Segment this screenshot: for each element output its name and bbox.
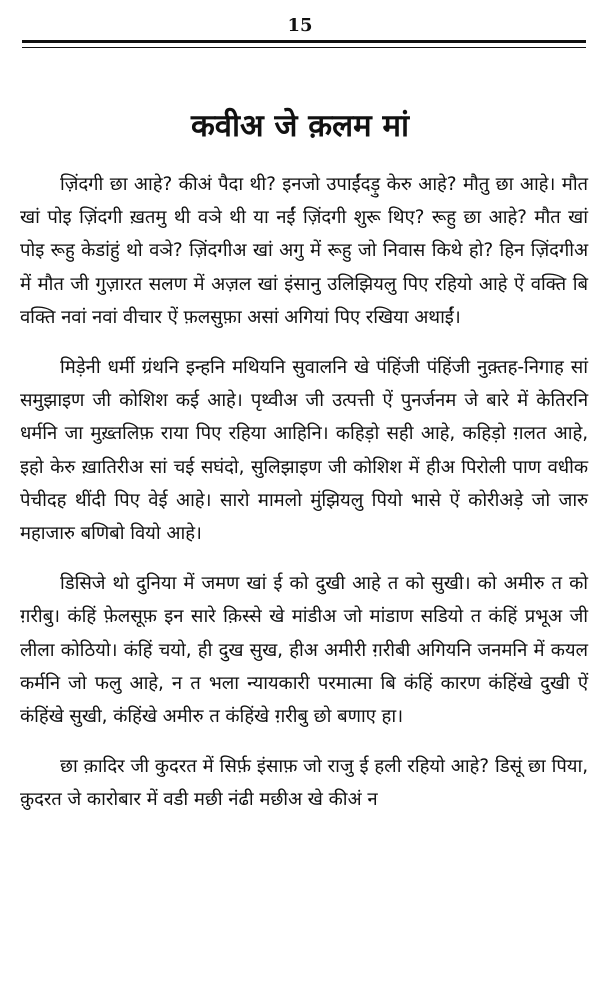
- chapter-title: कवीअ जे क़लम मां: [190, 108, 410, 144]
- header-rule-thick: [22, 40, 586, 43]
- paragraph-2: मिड़ेनी धर्मी ग्रंथनि इन्हनि मथियनि सुवालनि खे पंहिंजी पंहिंजी नुक़्तह-निगाह सां समुझाइण जी कोशिश कई आहे। पृथ्वीअ जी उत्पत्ती ऐं पुनर्जनम जे बारे में केतिरनि धर्मनि जा मुख़्तलिफ़ राया पिए रहिया आहिनि। कहिड़ो सही आहे, कहिड़ो ग़लत आहे, इहो केरु ख़ातिरीअ सां चई सघंदो, सुलिझाइण जी कोशिश में हीअ पिरोली पाण वधीक पेचीदह थींदी पिए वेई आहे। सारो मामलो मुंझियलु पियो भासे ऐं कोरीअड़े जो जारु महाजारु बणिबो वियो आहे।: [20, 357, 588, 545]
- paragraph-3: डिसिजे थो दुनिया में जमण खां ई को दुखी आहे त को सुखी। को अमीरु त को ग़रीबु। कंहिं फ़ेलसूफ़ इन सारे क़िस्से खे मांडीअ जो मांडाण सडियो त कंहिं प्रभूअ जी लीला कोठियो। कंहिं चयो, ही दुख सुख, हीअ अमीरी ग़रीबी अगियनि जनमनि में कयल कर्मनि जो फलु आहे, न त भला न्यायकारी परमात्मा बि कंहिं कारण कंहिंखे दुखी ऐं कंहिंखे सुखी, कंहिंखे अमीरु त कंहिंखे ग़रीबु छो बणाए हा।: [20, 573, 588, 728]
- paragraph-4: छा क़ादिर जी कुदरत में सिर्फ़ इंसाफ़ जो राजु ई हली रहियो आहे? डिसूं छा पिया, क़ुदरत जे कारोबार में वडी मछी नंढी मछीअ खे कीअं न: [20, 756, 588, 811]
- header-rule-thin: [22, 47, 586, 48]
- paragraph-1: ज़िंदगी छा आहे? कीअं पैदा थी? इनजो उपाईंदड़ु केरु आहे? मौतु छा आहे। मौत खां पोइ ज़िंदगी ख़तमु थी वञे थी या नईं ज़िंदगी शुरू थिए? रूहु छा आहे? मौत खां पोइ रूहु केडांहुं थो वञे? ज़िंदगीअ खां अगु में रूहु जो निवास किथे हो? हिन ज़िंदगीअ में मौत जी गुज़ारत सलण में अज़ल खां इंसानु उलिझियलु पिए रहियो आहे ऐं वक्ति बि वक्ति नवां नवां वीचार ऐं फ़लसुफ़ा असां अगियां पिए रखिया अथाईं।: [20, 174, 588, 328]
- page-number: 15: [287, 15, 313, 36]
- body-text: [20, 168, 588, 834]
